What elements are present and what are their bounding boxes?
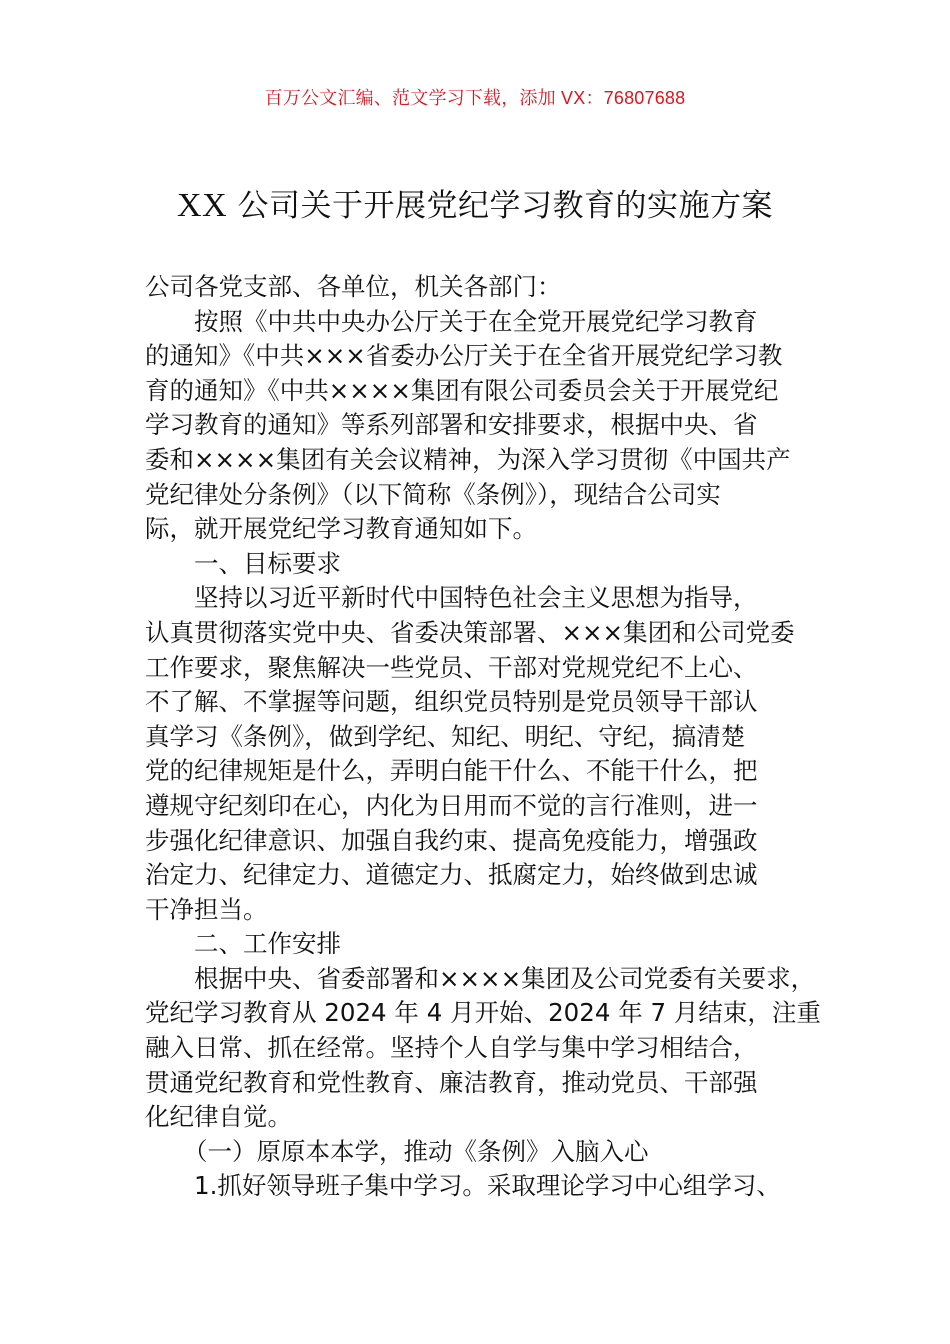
paragraph-line: 不了解、不掌握等问题，组织党员特别是党员领导干部认 (145, 687, 758, 717)
paragraph-line: 党纪律处分条例》（以下简称《条例》），现结合公司实 (145, 479, 721, 509)
document-title (0, 180, 950, 225)
paragraph-line: 的通知》《中共×××省委办公厅关于在全省开展党纪学习教 (145, 341, 783, 371)
paragraph-line: 际，就开展党纪学习教育通知如下。 (145, 514, 537, 544)
paragraph-line: 根据中央、省委部署和××××集团及公司党委有关要求， (194, 963, 816, 993)
paragraph-line: 委和××××集团有关会议精神，为深入学习贯彻《中国共产 (145, 444, 791, 474)
salutation-text: 公司各党支部、各单位，机关各部门： (145, 272, 562, 301)
paragraph-line: 干净担当。 (145, 894, 268, 924)
paragraph-line: 工作要求，聚焦解决一些党员、干部对党规党纪不上心、 (145, 652, 758, 682)
goals-paragraph (145, 581, 813, 927)
section-heading-text: 一、目标要求 (194, 548, 341, 578)
section-heading-goals (145, 547, 813, 582)
section-heading-arrangement (145, 927, 813, 962)
section-heading-text: 二、工作安排 (194, 929, 341, 959)
paragraph-line: 真学习《条例》，做到学纪、知纪、明纪、守纪，搞清楚 (145, 721, 746, 751)
item-paragraph (145, 1169, 813, 1204)
paragraph-line: 党纪学习教育从 2024 年 4 月开始、2024 年 7 月结束，注重 (145, 998, 821, 1028)
paragraph-line: 育的通知》《中共××××集团有限公司委员会关于开展党纪 (145, 375, 779, 405)
salutation (145, 270, 813, 305)
subsection-heading (145, 1135, 813, 1170)
paragraph-line: 步强化纪律意识、加强自我约束、提高免疫能力，增强政 (145, 825, 758, 855)
paragraph-line: 1.抓好领导班子集中学习。采取理论学习中心组学习、 (194, 1171, 781, 1201)
intro-paragraph (145, 305, 813, 547)
subsection-heading-text: （一）原原本本学，推动《条例》入脑入心 (183, 1136, 649, 1166)
watermark-banner: 百万公文汇编、范文学习下载，添加 VX：76807688 (264, 88, 686, 108)
paragraph-line: 按照《中共中央办公厅关于在全党开展党纪学习教育 (194, 306, 758, 336)
paragraph-line: 坚持以习近平新时代中国特色社会主义思想为指导， (194, 583, 758, 613)
title-prefix: XX (177, 187, 228, 224)
title-text: 公司关于开展党纪学习教育的实施方案 (227, 188, 773, 224)
paragraph-line: 学习教育的通知》等系列部署和安排要求，根据中央、省 (145, 410, 758, 440)
paragraph-line: 贯通党纪教育和党性教育、廉洁教育，推动党员、干部强 (145, 1067, 758, 1097)
paragraph-line: 遵规守纪刻印在心，内化为日用而不觉的言行准则，进一 (145, 790, 758, 820)
paragraph-line: 治定力、纪律定力、道德定力、抵腐定力，始终做到忠诚 (145, 860, 758, 890)
paragraph-line: 认真贯彻落实党中央、省委决策部署、×××集团和公司党委 (145, 617, 795, 647)
paragraph-line: 融入日常、抓在经常。坚持个人自学与集中学习相结合， (145, 1033, 758, 1063)
arrangement-paragraph (145, 962, 821, 1135)
document-body (145, 270, 821, 1204)
paragraph-line: 党的纪律规矩是什么，弄明白能干什么、不能干什么，把 (145, 756, 758, 786)
paragraph-line: 化纪律自觉。 (145, 1102, 292, 1132)
